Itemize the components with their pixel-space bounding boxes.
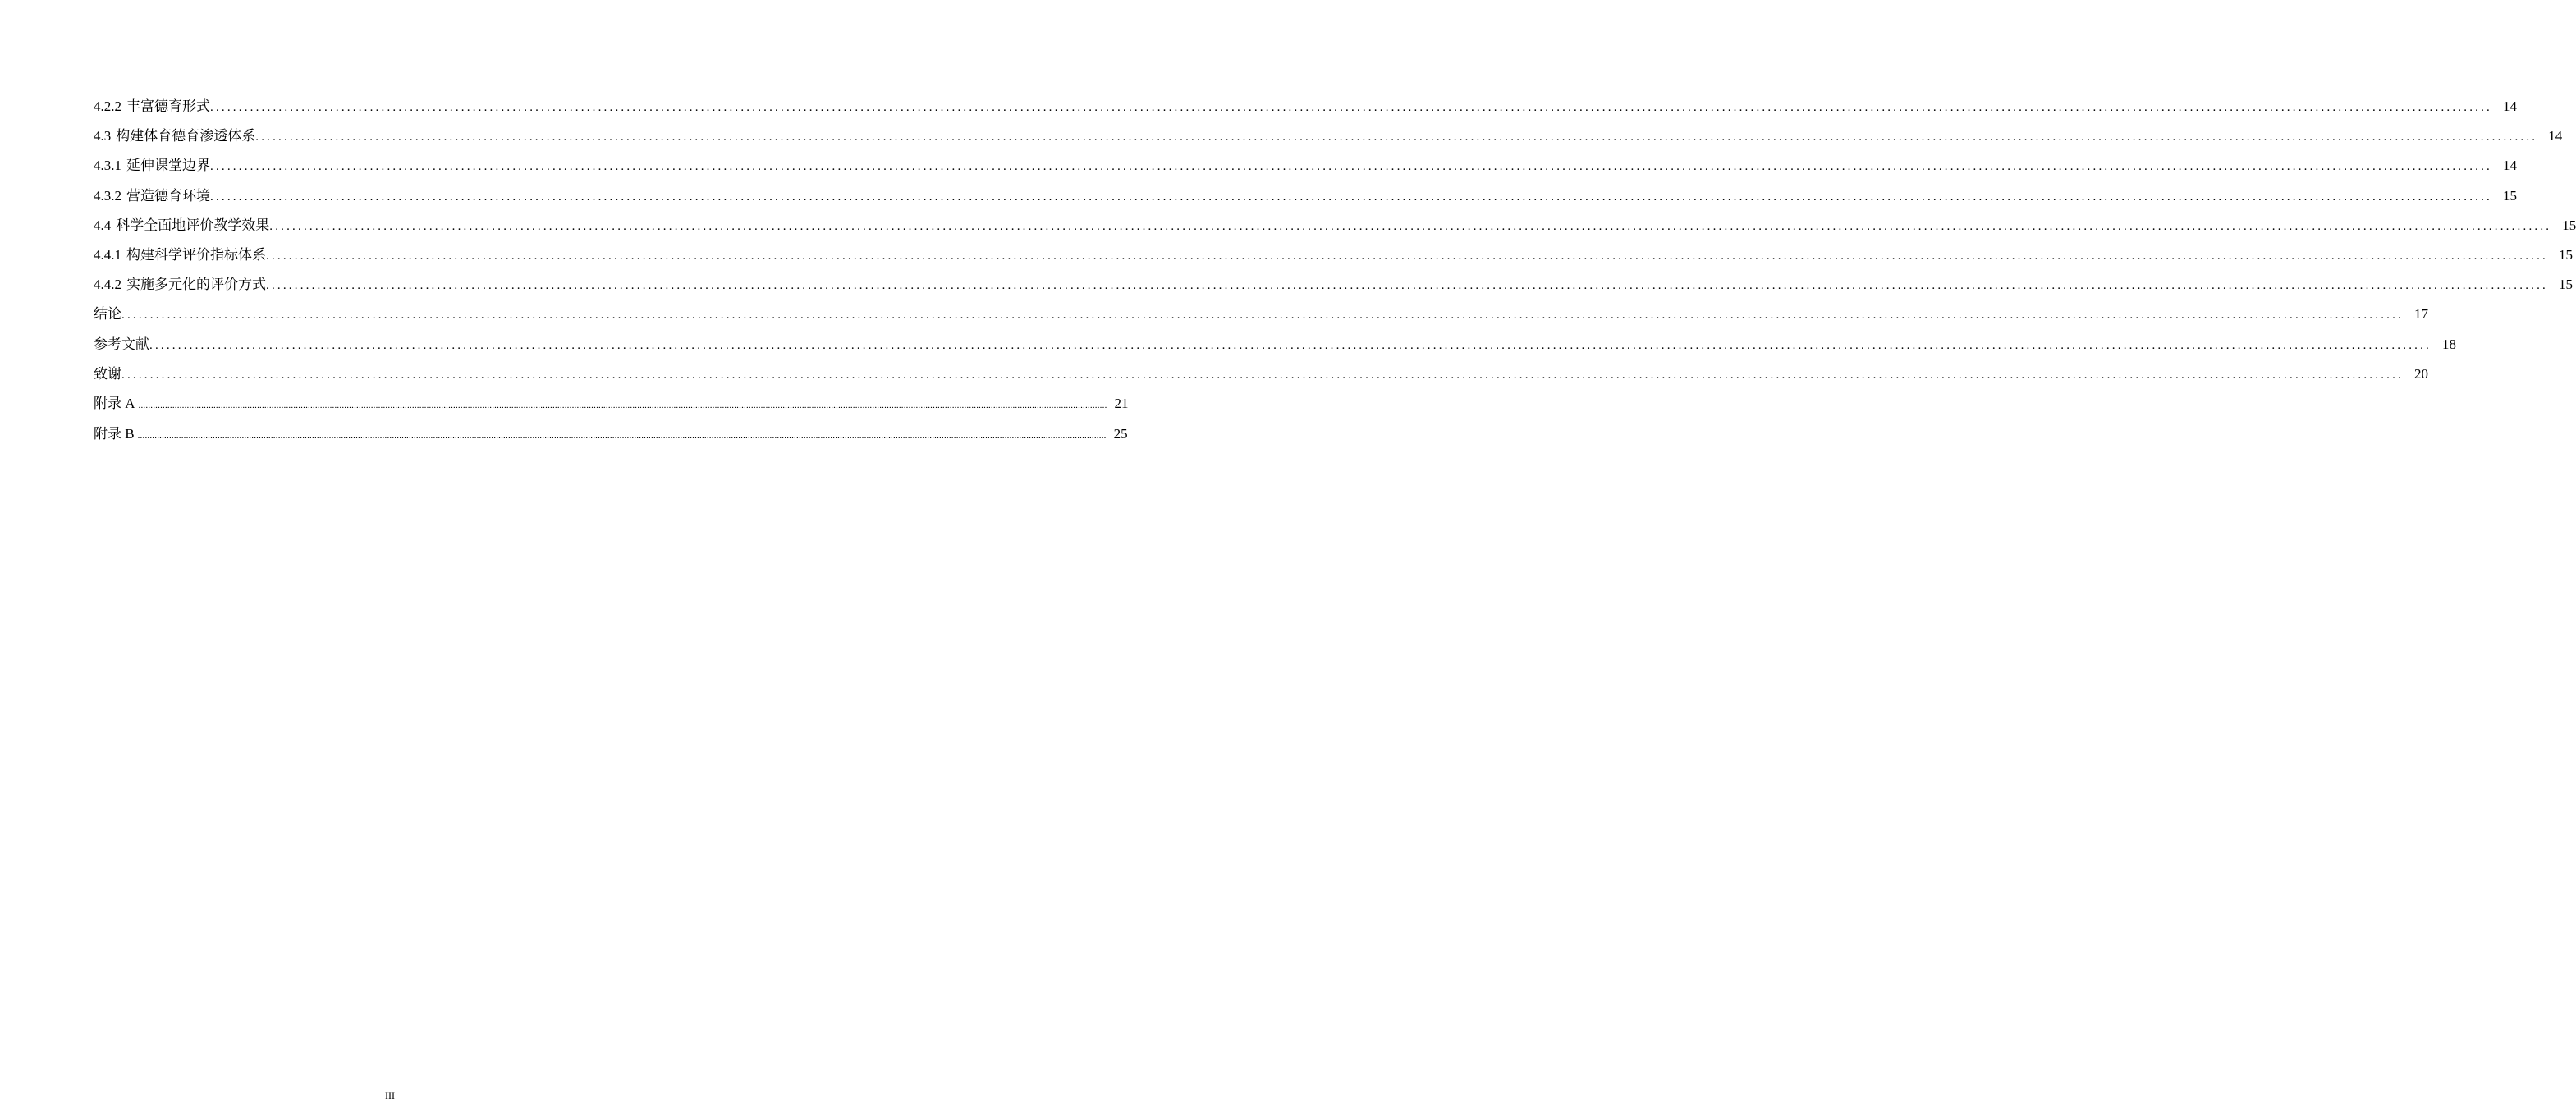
toc-entry-label [94, 97, 210, 117]
dot-leader: ................................................................................................................................................................................................................................................................................................................................................................................................................ [210, 160, 2492, 174]
dot-leader: ................................................................................................................................................................................................................................................................................................................................................................................................................ [149, 338, 2432, 352]
toc-entry-page: 18 [2442, 336, 2456, 352]
toc-entry-title: 结论 [94, 306, 121, 323]
toc-entry-title: 延伸课堂边界 [126, 158, 210, 174]
toc-entry-page: 15 [2559, 277, 2573, 293]
toc-entry[interactable] [94, 245, 2573, 275]
toc-entry-page: 15 [2562, 217, 2576, 233]
toc-entry-label [94, 186, 210, 206]
toc-entry-page: 15 [2559, 246, 2573, 263]
toc-entry[interactable] [94, 335, 2456, 364]
toc-entry-title: 构建科学评价指标体系 [126, 246, 266, 263]
dot-leader: ................................................................................................................................................................................................................................................................................................................................................................................................................ [266, 279, 2548, 293]
dot-leader: ................................................................................................................................................................................................................................................................................................................................................................................................................ [121, 309, 2404, 323]
dot-leader: ................................................................................................................................................................................................................................................................................................................................................................................................................ [255, 130, 2538, 144]
toc-entry-number: 4.4.1 [94, 246, 121, 263]
toc-entry-title: 丰富德育形式 [126, 98, 210, 114]
toc-entry-title: 附录 B [94, 425, 135, 442]
toc-entry-label [94, 216, 269, 236]
toc-entry-label [94, 126, 255, 146]
toc-entry-title: 科学全面地评价教学效果 [116, 217, 270, 233]
toc-entry-label [94, 156, 210, 176]
toc-entry-title: 附录 A [94, 395, 135, 411]
dot-leader: ................................................................................................................................................................................................................................................................................................................................................................................................................ [266, 249, 2548, 263]
table-of-contents [94, 97, 2576, 455]
toc-entry[interactable] [94, 97, 2517, 126]
toc-entry-page: 25 [1113, 425, 1128, 442]
toc-entry-title: 营造德育环境 [126, 187, 210, 204]
toc-entry-number: 4.3 [94, 128, 112, 144]
toc-entry-page: 17 [2414, 306, 2428, 323]
toc-entry[interactable] [94, 186, 2517, 216]
dot-leader: ................................................................................................................................................................................................................................................................................................................................................................................................................ [210, 190, 2492, 204]
toc-entry-page: 20 [2414, 365, 2428, 382]
toc-entry-label [94, 304, 121, 324]
toc-entry[interactable] [94, 126, 2563, 156]
toc-entry-label [94, 335, 149, 355]
toc-entry[interactable] [94, 156, 2517, 185]
toc-entry-page: 21 [1114, 395, 1129, 411]
toc-appendix-entry[interactable] [94, 394, 1129, 424]
toc-entry-title: 致谢 [94, 365, 121, 382]
toc-appendix-entry[interactable] [94, 424, 1128, 455]
toc-entry-title: 实施多元化的评价方式 [126, 277, 266, 293]
toc-entry-number: 4.4.2 [94, 277, 121, 293]
toc-entry-page: 14 [2548, 128, 2563, 144]
dot-leader: ................................................................................................................................................................................................................................................................................................................................................................................................................ [269, 219, 2552, 233]
toc-entry-page: 15 [2503, 187, 2517, 204]
dot-leader: ................................................................................................................................................................................................................................................................................................................................................................................................................ [137, 430, 1107, 441]
toc-entry-page: 14 [2503, 98, 2517, 114]
toc-entry-number: 4.3.1 [94, 158, 121, 174]
toc-entry-number: 4.2.2 [94, 98, 121, 114]
toc-entry[interactable] [94, 216, 2576, 245]
toc-entry-number: 4.3.2 [94, 187, 121, 204]
toc-entry-page: 14 [2503, 158, 2517, 174]
toc-entry-title: 构建体育德育渗透体系 [116, 128, 256, 144]
page-number: III [385, 1090, 395, 1101]
dot-leader: ................................................................................................................................................................................................................................................................................................................................................................................................................ [138, 400, 1107, 410]
toc-entry-title: 参考文献 [94, 336, 149, 352]
toc-entry-label [94, 364, 121, 384]
toc-entry[interactable] [94, 304, 2428, 334]
toc-entry[interactable] [94, 364, 2428, 394]
toc-entry-label [94, 245, 266, 265]
dot-leader: ................................................................................................................................................................................................................................................................................................................................................................................................................ [210, 101, 2492, 114]
toc-entry[interactable] [94, 275, 2573, 304]
dot-leader: ................................................................................................................................................................................................................................................................................................................................................................................................................ [121, 368, 2404, 382]
toc-entry-number: 4.4 [94, 217, 112, 233]
toc-entry-label [94, 275, 266, 295]
